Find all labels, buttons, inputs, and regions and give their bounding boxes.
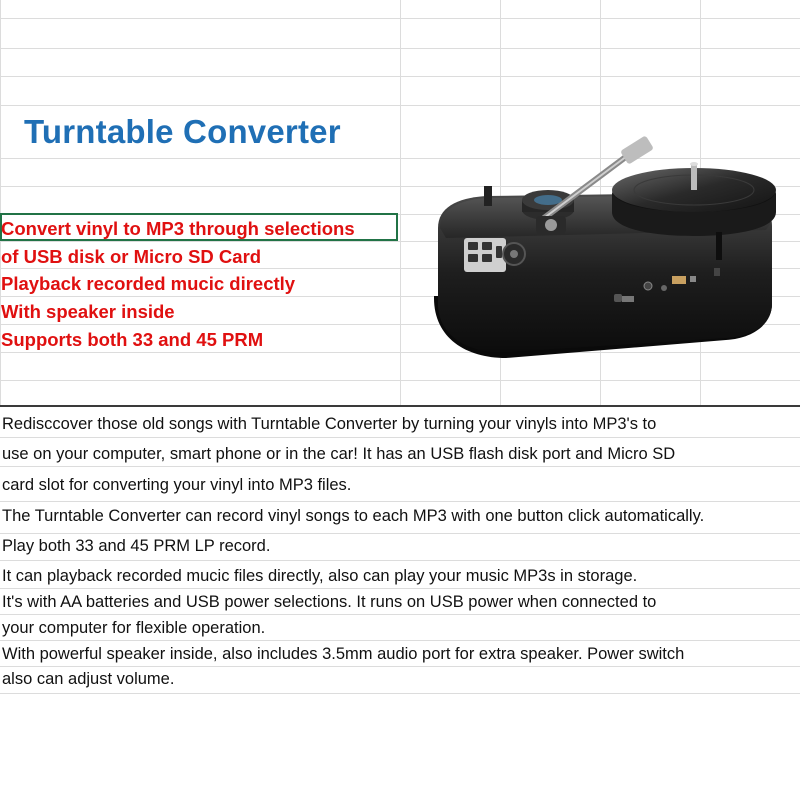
feature-line-4: With speaker inside — [1, 301, 175, 322]
feature-line-5: Supports both 33 and 45 PRM — [1, 329, 264, 350]
description-line-2: use on your computer, smart phone or in the car! It has an USB flash disk port and Micro SD — [2, 445, 676, 463]
description-line-4: The Turntable Converter can record vinyl songs to each MP3 with one button click automatically. — [2, 507, 705, 525]
description-line-3: card slot for converting your vinyl into MP3 files. — [2, 476, 352, 494]
description-line-7: It's with AA batteries and USB power selections. It runs on USB power when connected to — [2, 593, 657, 611]
description-line-5: Play both 33 and 45 PRM LP record. — [2, 537, 271, 555]
description-line-10: also can adjust volume. — [2, 670, 175, 688]
description-line-1: Redisccover those old songs with Turntable Converter by turning your vinyls into MP3's to — [2, 415, 657, 433]
feature-line-2: of USB disk or Micro SD Card — [1, 246, 262, 267]
page-title: Turntable Converter — [24, 113, 341, 150]
section-divider — [0, 405, 800, 407]
turntable-product-image — [426, 108, 786, 370]
description-line-9: With powerful speaker inside, also includes 3.5mm audio port for extra speaker. Power switch — [2, 645, 685, 663]
description-line-8: your computer for flexible operation. — [2, 619, 266, 637]
description-line-6: It can playback recorded mucic files directly, also can play your music MP3s in storage. — [2, 567, 638, 585]
feature-line-1: Convert vinyl to MP3 through selections — [1, 218, 355, 239]
feature-line-3: Playback recorded mucic directly — [1, 273, 296, 294]
